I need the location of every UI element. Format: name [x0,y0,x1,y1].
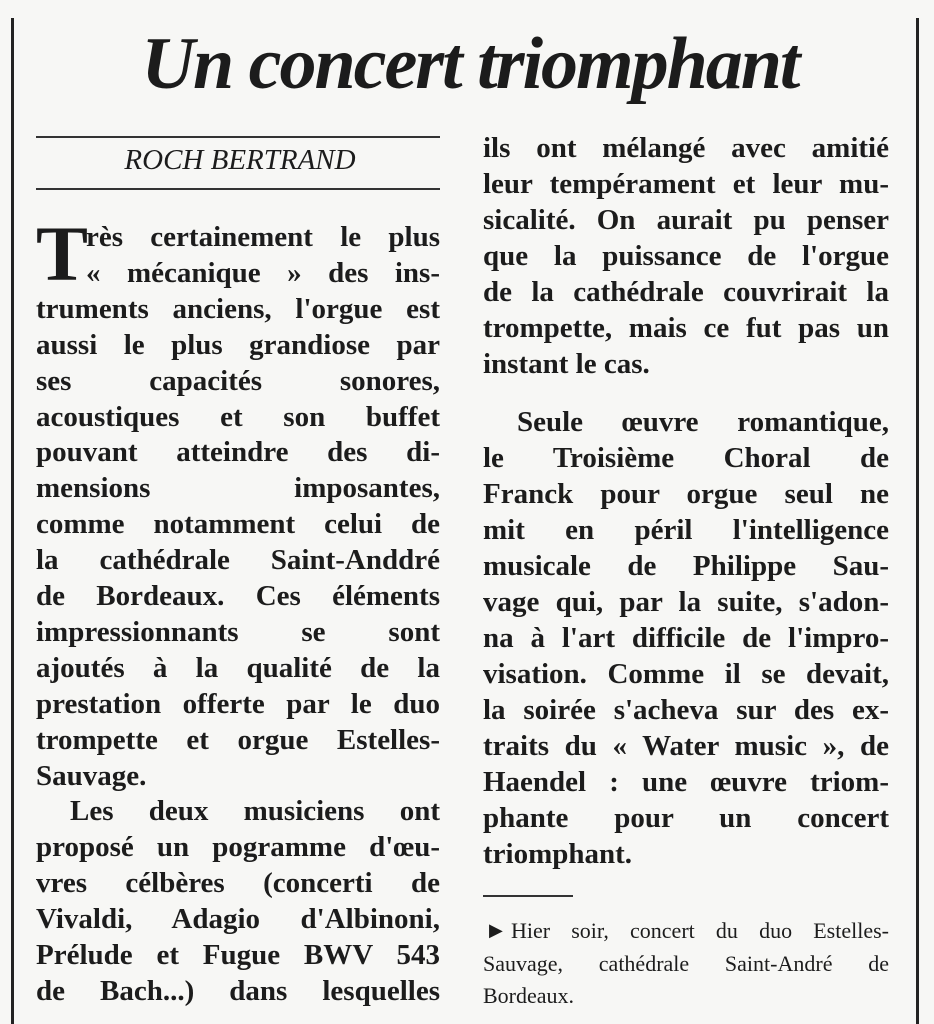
line-text: le Troisième Choral de [483,441,889,474]
line-text: la soirée s'acheva sur des ex- [483,693,889,726]
line-text: instant le cas. [483,348,650,380]
line-text: vres célbères (concerti de [36,867,440,900]
left_column-line [36,865,440,901]
right_column-line [483,346,889,382]
right_column-line [483,836,889,872]
right_column-line [483,800,889,836]
line-text: leur tempérament et leur mu- [483,168,889,200]
left_column-line [36,650,440,686]
line-text: prestation offerte par le duo [36,687,440,720]
line-text: Vivaldi, Adagio d'Albinoni, [36,903,440,936]
left_column-line [36,829,440,865]
line-text: de Bordeaux. Ces éléments [36,580,440,612]
author-byline: ROCH BERTRAND [124,144,356,176]
left-border [11,18,14,1024]
left_column-line [36,937,440,973]
line-text: ses capacités sonores, [36,364,440,397]
line-text: musicale de Philippe Sau- [483,549,889,582]
line-text: traits du « Water music », de [483,729,889,762]
right_column-line [517,404,889,440]
line-text: mit en péril l'intelligence [483,513,889,546]
line-text: pouvant atteindre des di- [36,436,440,469]
drop-cap: T [36,210,89,297]
right_column-line [483,620,889,656]
line-text: que la puissance de l'orgue [483,240,889,272]
left_column-line [86,219,440,255]
line-text: truments anciens, l'orgue est [36,292,440,325]
line-text: « mécanique » des ins- [86,256,440,289]
line-text: na à l'art difficile de l'impro- [483,621,889,654]
left_column-line [36,686,440,722]
line-text: ajoutés à la qualité de la [36,651,440,684]
line-text: vage qui, par la suite, s'adon- [483,585,889,618]
line-text: Sauvage. [36,759,147,792]
right_column-line [483,512,889,548]
byline-top-rule [36,136,440,138]
right-triangle-arrow-icon: ▶ [489,920,503,940]
line-text: proposé un pogramme d'œu- [36,831,440,864]
left_column-line [36,470,440,506]
right_column-line [483,584,889,620]
right_column-line [483,202,889,238]
left_column-line [36,758,440,794]
line-text: Seule œuvre romantique, [517,405,889,438]
line-text: acoustiques et son buffet [36,400,440,433]
line-text: phante pour un concert [483,801,889,834]
line-text: la cathédrale Saint-Anddré [36,544,440,577]
right_column-line [483,764,889,800]
left_column-line [36,399,440,435]
right_column-line [483,440,889,476]
line-text: trompette, mais ce fut pas un [483,312,889,344]
right_column-line [483,310,889,346]
right_column-line [483,548,889,584]
right_column-line [483,274,889,310]
line-text: Bordeaux. [483,983,575,1008]
left_column-line [36,614,440,650]
right_column-line [483,238,889,274]
left_column-line [36,434,440,470]
left_column-line [36,327,440,363]
left_column-line [36,722,440,758]
line-text: Prélude et Fugue BWV 543 [36,939,440,971]
line-text: aussi le plus grandiose par [36,328,440,361]
line-text: trompette et orgue Estelles- [36,723,440,756]
line-text: Hier soir, concert du duo Estelles- [511,918,889,943]
byline-bottom-rule [36,188,440,190]
line-text: mensions imposantes, [36,472,440,505]
line-text: comme notamment celui de [36,508,440,541]
caption-line [483,979,889,1012]
caption-line [483,947,889,980]
left_column-line [36,506,440,542]
line-text: sicalité. On aurait pu penser [483,204,889,236]
line-text: rès certainement le plus [86,221,440,253]
right_column-line [483,692,889,728]
right_column-line [483,656,889,692]
left_column-line [36,363,440,399]
left_column-line [36,973,440,1009]
right_column-line [483,130,889,166]
line-text: Haendel : une œuvre triom- [483,765,889,798]
line-text: de la cathédrale couvrirait la [483,276,889,308]
line-text: Les deux musiciens ont [70,795,440,828]
left_column-line [36,542,440,578]
left_column-line [36,578,440,614]
line-text: impressionnants se sont [36,615,440,648]
line-text: Franck pour orgue seul ne [483,477,889,510]
left_column-line [36,291,440,327]
line-text: triomphant. [483,837,633,870]
left_column-line [86,255,440,291]
right_column-line [483,728,889,764]
line-text: ils ont mélangé avec amitié [483,132,889,164]
article-title: Un concert triomphant [141,23,799,105]
line-text: de Bach...) dans lesquelles [36,974,440,1007]
left_column-line [70,793,440,829]
left_column-line [36,901,440,937]
right_column-line [483,476,889,512]
right_column-line [483,166,889,202]
line-text: visation. Comme il se devait, [483,657,889,690]
line-text: Sauvage, cathédrale Saint-André de [483,950,889,976]
caption-rule [483,895,573,897]
caption-line [483,914,889,947]
right-border [916,18,919,1024]
